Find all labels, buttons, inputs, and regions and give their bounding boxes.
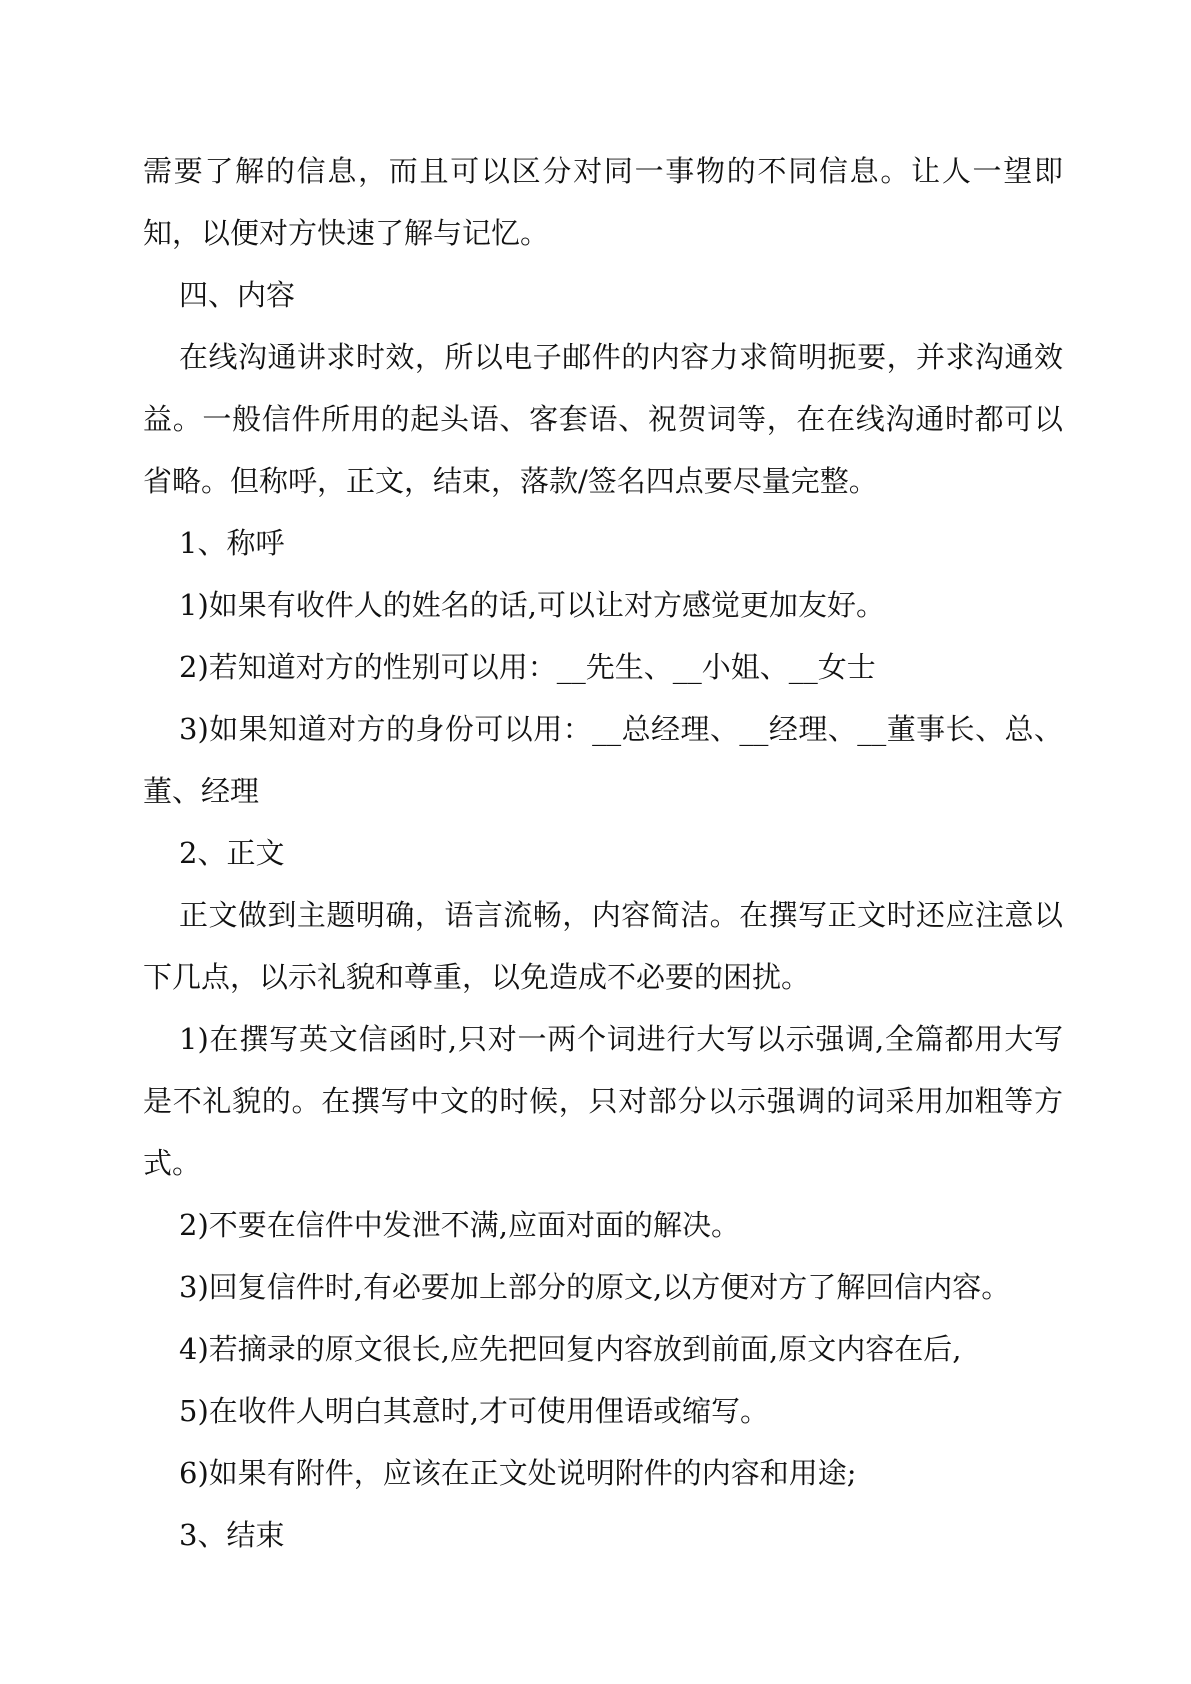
list-item: 1)在撰写英文信函时,只对一两个词进行大写以示强调,全篇都用大写是不礼貌的。在撰写中文的时候，只对部分以示强调的词采用加粗等方式。 [143,1022,1063,1180]
paragraph-content-intro: 在线沟通讲求时效，所以电子邮件的内容力求简明扼要，并求沟通效益。一般信件所用的起头语、客套语、祝贺词等，在在线沟通时都可以省略。但称呼，正文，结束，落款/签名四点要尽量完整。 [143,340,1063,498]
document-body [143,140,1063,1566]
list-item: 5)在收件人明白其意时,才可使用俚语或缩写。 [179,1394,769,1428]
list-item: 3)如果知道对方的身份可以用：__总经理、__经理、__董事长、总、董、经理 [143,712,1063,808]
list-item: 4)若摘录的原文很长,应先把回复内容放到前面,原文内容在后, [179,1332,962,1366]
section-heading-content: 四、内容 [179,278,296,312]
list-item: 3)回复信件时,有必要加上部分的原文,以方便对方了解回信内容。 [179,1270,1011,1304]
subheading-closing: 3、结束 [179,1518,285,1552]
list-item: 2)若知道对方的性别可以用：__先生、__小姐、__女士 [179,650,876,684]
list-item: 2)不要在信件中发泄不满,应面对面的解决。 [179,1208,740,1242]
paragraph-continuation: 需要了解的信息，而且可以区分对同一事物的不同信息。让人一望即知，以便对方快速了解与记忆。 [143,154,1063,250]
subheading-body: 2、正文 [179,836,285,870]
list-item: 6)如果有附件，应该在正文处说明附件的内容和用途; [179,1456,857,1490]
subheading-salutation: 1、称呼 [179,526,285,560]
paragraph-body-intro: 正文做到主题明确，语言流畅，内容简洁。在撰写正文时还应注意以下几点，以示礼貌和尊重，以免造成不必要的困扰。 [143,898,1063,994]
list-item: 1)如果有收件人的姓名的话,可以让对方感觉更加友好。 [179,588,885,622]
